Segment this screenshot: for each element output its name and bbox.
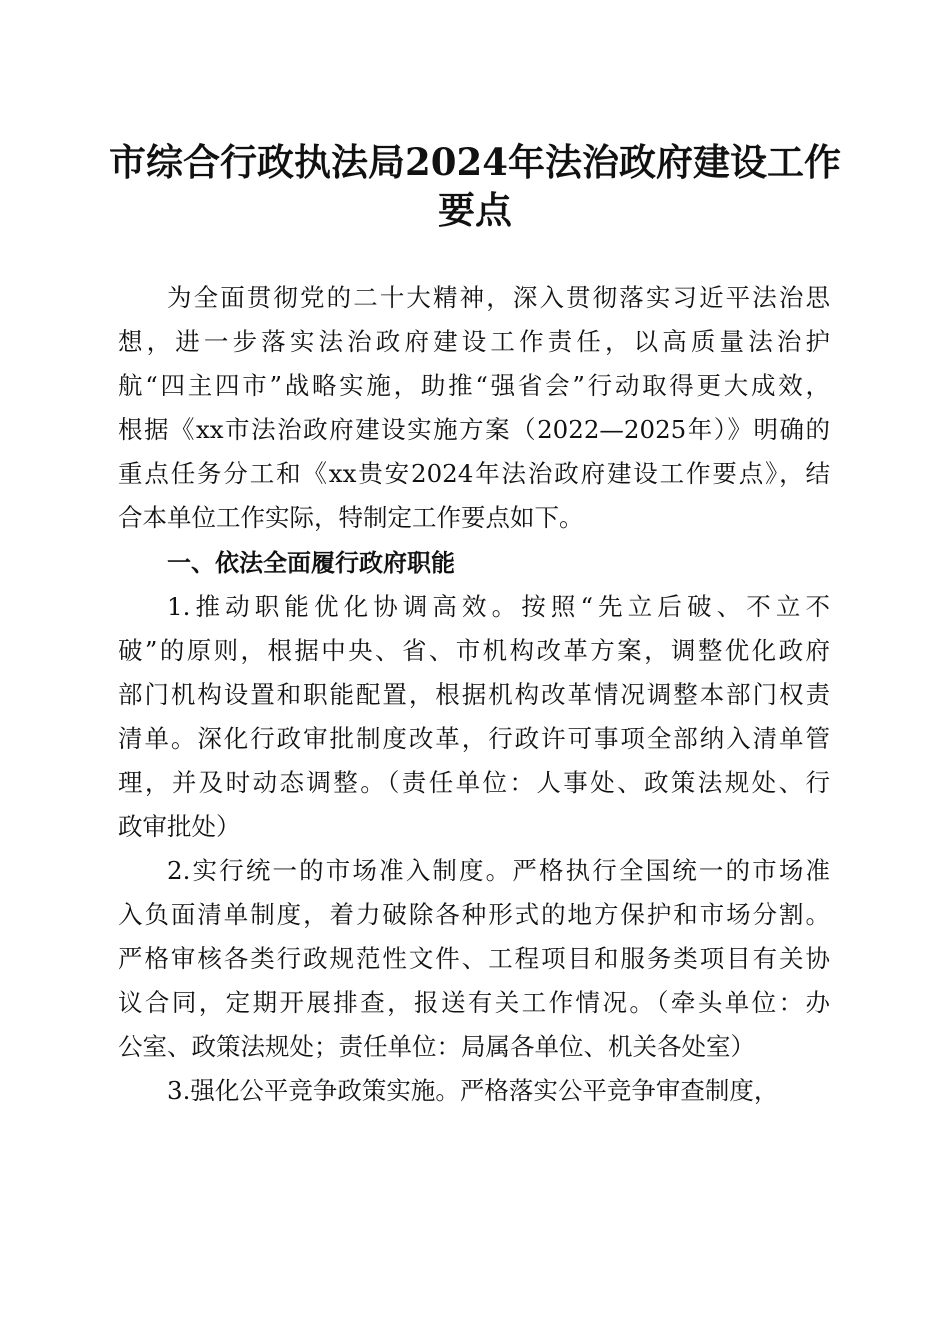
intro-line-4: 根据《xx市法治政府建设实施方案（2022—2025年）》明确的 (118, 415, 830, 444)
item-1-line-4: 清单。深化行政审批制度改革，行政许可事项全部纳入清单管 (118, 724, 830, 753)
intro-line-6: 合本单位工作实际，特制定工作要点如下。 (118, 503, 584, 532)
document-title-line-1: 市综合行政执法局2024年法治政府建设工作 (109, 140, 841, 184)
item-2-line-3: 严格审核各类行政规范性文件、工程项目和服务类项目有关协 (118, 944, 830, 973)
intro-line-2: 想，进一步落实法治政府建设工作责任，以高质量法治护 (118, 327, 830, 356)
item-1-line-3: 部门机构设置和职能配置，根据机构改革情况调整本部门权责 (118, 680, 830, 709)
section-heading-1: 一、依法全面履行政府职能 (167, 549, 455, 577)
item-2-line-4: 议合同，定期开展排查，报送有关工作情况。（牵头单位：办 (118, 988, 830, 1017)
item-2-line-1: 2.实行统一的市场准入制度。严格执行全国统一的市场准 (167, 856, 830, 885)
document-title-line-2: 要点 (438, 188, 512, 232)
intro-line-1: 为全面贯彻党的二十大精神，深入贯彻落实习近平法治思 (167, 283, 830, 312)
item-1-line-5: 理，并及时动态调整。（责任单位：人事处、政策法规处、行 (118, 768, 830, 797)
intro-line-3: 航“四主四市”战略实施，助推“强省会”行动取得更大成效， (118, 371, 830, 400)
item-1-line-1: 1.推动职能优化协调高效。按照“先立后破、不立不 (167, 592, 830, 621)
item-1-line-2: 破”的原则，根据中央、省、市机构改革方案，调整优化政府 (118, 636, 830, 665)
intro-line-5: 重点任务分工和《xx贵安2024年法治政府建设工作要点》，结 (118, 459, 830, 488)
item-2-line-2: 入负面清单制度，着力破除各种形式的地方保护和市场分割。 (118, 900, 830, 929)
item-2-line-5: 公室、政策法规处；责任单位：局属各单位、机关各处室） (118, 1032, 755, 1061)
item-1-line-6: 政审批处） (118, 812, 241, 841)
item-3-line-1: 3.强化公平竞争政策实施。严格落实公平竞争审查制度， (167, 1076, 779, 1105)
